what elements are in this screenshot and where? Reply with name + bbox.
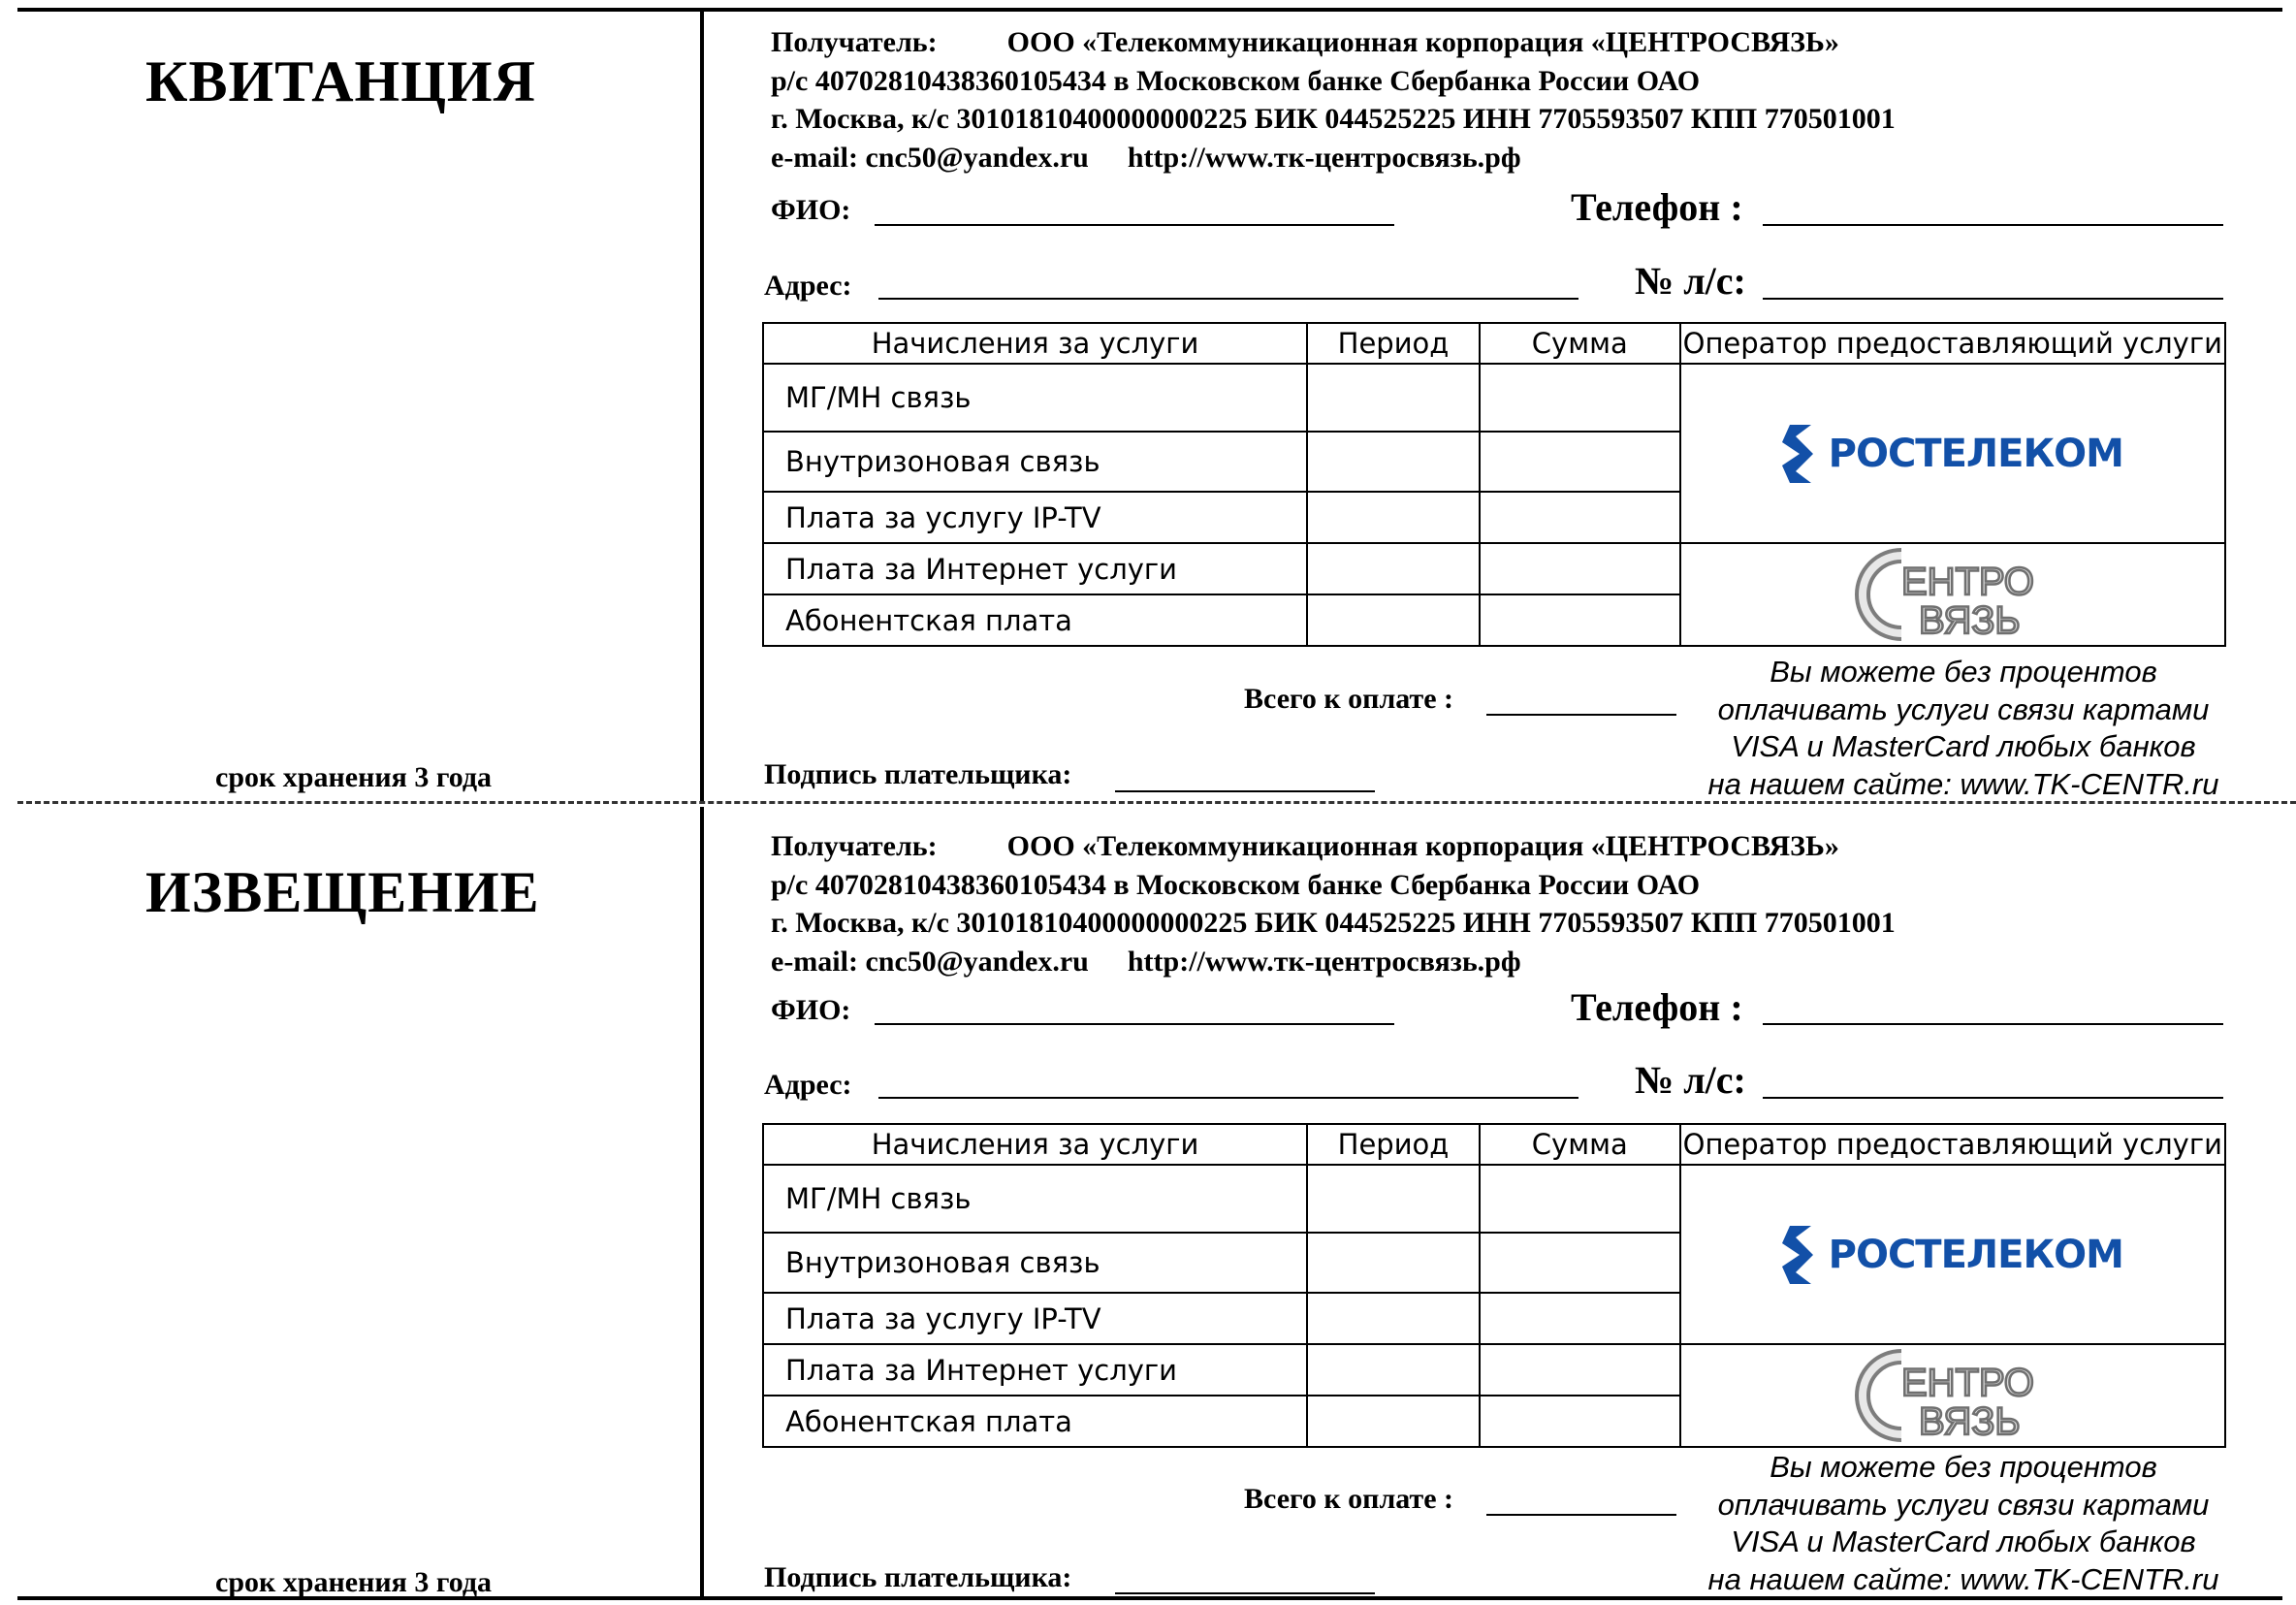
period-cell[interactable] — [1307, 1233, 1480, 1293]
operator-rostelecom-cell — [1680, 364, 2225, 543]
header-amount: Сумма — [1480, 323, 1680, 364]
centrosvyaz-logo-top: ЕНТРО — [1900, 561, 2034, 603]
service-name: Плата за Интернет услуги — [763, 543, 1307, 594]
amount-cell[interactable] — [1480, 1165, 1680, 1233]
top-border — [17, 8, 2282, 12]
header-operator: Оператор предоставляющий услуги — [1680, 323, 2225, 364]
account-field[interactable] — [1763, 1097, 2223, 1099]
account-label: № л/с: — [1635, 1058, 1746, 1102]
service-name: Внутризоновая связь — [763, 1233, 1307, 1293]
period-cell[interactable] — [1307, 543, 1480, 594]
promo-line: оплачивать услуги связи картами — [1717, 691, 2210, 726]
rostelecom-logo-icon — [1782, 1224, 1821, 1286]
address-field[interactable] — [878, 1097, 1578, 1099]
amount-cell[interactable] — [1480, 1344, 1680, 1396]
promo-line: Вы можете без процентов — [1770, 655, 2157, 689]
header-amount: Сумма — [1480, 1124, 1680, 1165]
period-cell[interactable] — [1307, 364, 1480, 432]
vertical-divider-top — [700, 8, 704, 801]
period-cell[interactable] — [1307, 1344, 1480, 1396]
service-name: Абонентская плата — [763, 594, 1307, 646]
service-name: Плата за услугу IP-TV — [763, 492, 1307, 543]
address-field[interactable] — [878, 298, 1578, 300]
period-cell[interactable] — [1307, 1293, 1480, 1344]
centrosvyaz-logo-bottom: ВЯЗЬ — [1918, 1400, 2021, 1443]
total-field[interactable] — [1486, 714, 1676, 716]
service-name: МГ/МН связь — [763, 1165, 1307, 1233]
promo-line: VISA и MasterCard любых банков — [1731, 1525, 2196, 1558]
recipient-block — [771, 23, 1896, 177]
phone-label: Телефон : — [1571, 985, 1743, 1029]
header-services: Начисления за услуги — [763, 1124, 1307, 1165]
promo-line: Вы можете без процентов — [1770, 1450, 2157, 1484]
amount-cell[interactable] — [1480, 1233, 1680, 1293]
promo-line: VISA и MasterCard любых банков — [1731, 729, 2196, 763]
signature-field[interactable] — [1115, 1592, 1375, 1594]
operator-centrosvyaz-cell — [1680, 543, 2225, 646]
notice-title: ИЗВЕЩЕНИЕ — [145, 860, 540, 924]
signature-label: Подпись плательщика: — [764, 1561, 1072, 1593]
service-name: Абонентская плата — [763, 1396, 1307, 1447]
services-table — [762, 322, 2226, 647]
period-cell[interactable] — [1307, 1396, 1480, 1447]
recipient-name: ООО «Телекоммуникационная корпорация «ЦЕНТРОСВЯЗЬ» — [1006, 26, 1839, 58]
fio-field[interactable] — [875, 1023, 1394, 1025]
recipient-email: e-mail: cnc50@yandex.ru — [771, 141, 1089, 174]
recipient-block — [771, 827, 1896, 980]
services-table — [762, 1123, 2226, 1448]
period-cell[interactable] — [1307, 432, 1480, 492]
promo-text — [1693, 654, 2234, 803]
vertical-divider-bottom — [700, 807, 704, 1600]
operator-rostelecom-cell — [1680, 1165, 2225, 1344]
amount-cell[interactable] — [1480, 1293, 1680, 1344]
recipient-email: e-mail: cnc50@yandex.ru — [771, 945, 1089, 978]
fio-label: ФИО: — [771, 994, 851, 1026]
centrosvyaz-logo-icon — [1841, 1345, 2064, 1446]
total-field[interactable] — [1486, 1514, 1676, 1516]
total-label: Всего к оплате : — [1244, 1483, 1454, 1515]
account-field[interactable] — [1763, 298, 2223, 300]
receipt-title: КВИТАНЦИЯ — [145, 49, 536, 113]
recipient-name: ООО «Телекоммуникационная корпорация «ЦЕНТРОСВЯЗЬ» — [1006, 830, 1839, 862]
fio-label: ФИО: — [771, 194, 851, 226]
signature-label: Подпись плательщика: — [764, 758, 1072, 790]
signature-field[interactable] — [1115, 790, 1375, 792]
operator-centrosvyaz-cell — [1680, 1344, 2225, 1447]
address-label: Адрес: — [764, 270, 852, 302]
rostelecom-logo-text: РОСТЕЛЕКОМ — [1828, 1232, 2123, 1277]
amount-cell[interactable] — [1480, 594, 1680, 646]
header-period: Период — [1307, 1124, 1480, 1165]
amount-cell[interactable] — [1480, 1396, 1680, 1447]
period-cell[interactable] — [1307, 594, 1480, 646]
promo-line: оплачивать услуги связи картами — [1717, 1487, 2210, 1522]
rostelecom-logo-icon — [1782, 423, 1821, 485]
promo-text — [1693, 1449, 2234, 1598]
recipient-website: http://www.тк-центросвязь.рф — [1127, 141, 1521, 174]
rostelecom-logo-text: РОСТЕЛЕКОМ — [1828, 431, 2123, 476]
service-name: Внутризоновая связь — [763, 432, 1307, 492]
centrosvyaz-logo-bottom: ВЯЗЬ — [1918, 599, 2021, 642]
table-row — [763, 543, 2225, 594]
recipient-codes-line: г. Москва, к/с 30101810400000000225 БИК 044525225 ИНН 7705593507 КПП 770501001 — [771, 103, 1896, 135]
centrosvyaz-logo-top: ЕНТРО — [1900, 1362, 2034, 1404]
total-label: Всего к оплате : — [1244, 683, 1454, 715]
phone-field[interactable] — [1763, 224, 2223, 226]
phone-label: Телефон : — [1571, 185, 1743, 229]
table-row — [763, 1165, 2225, 1233]
table-row — [763, 1344, 2225, 1396]
fio-field[interactable] — [875, 224, 1394, 226]
promo-line: на нашем сайте: www.TK-CENTR.ru — [1707, 766, 2219, 801]
header-operator: Оператор предоставляющий услуги — [1680, 1124, 2225, 1165]
table-row — [763, 364, 2225, 432]
recipient-label: Получатель: — [771, 26, 938, 58]
centrosvyaz-logo-icon — [1841, 544, 2064, 645]
amount-cell[interactable] — [1480, 543, 1680, 594]
recipient-bank-line: р/с 40702810438360105434 в Московском банке Сбербанка России ОАО — [771, 64, 1701, 97]
recipient-bank-line: р/с 40702810438360105434 в Московском банке Сбербанка России ОАО — [771, 868, 1701, 901]
address-label: Адрес: — [764, 1069, 852, 1101]
recipient-codes-line: г. Москва, к/с 30101810400000000225 БИК 044525225 ИНН 7705593507 КПП 770501001 — [771, 907, 1896, 939]
account-label: № л/с: — [1635, 259, 1746, 303]
header-services: Начисления за услуги — [763, 323, 1307, 364]
recipient-label: Получатель: — [771, 830, 938, 862]
period-cell[interactable] — [1307, 1165, 1480, 1233]
promo-line: на нашем сайте: www.TK-CENTR.ru — [1707, 1561, 2219, 1596]
recipient-website: http://www.тк-центросвязь.рф — [1127, 945, 1521, 978]
service-name: МГ/МН связь — [763, 364, 1307, 432]
receipt-storage-note: срок хранения 3 года — [215, 761, 493, 793]
header-period: Период — [1307, 323, 1480, 364]
period-cell[interactable] — [1307, 492, 1480, 543]
phone-field[interactable] — [1763, 1023, 2223, 1025]
notice-storage-note: срок хранения 3 года — [215, 1566, 493, 1598]
amount-cell[interactable] — [1480, 432, 1680, 492]
service-name: Плата за услугу IP-TV — [763, 1293, 1307, 1344]
service-name: Плата за Интернет услуги — [763, 1344, 1307, 1396]
amount-cell[interactable] — [1480, 492, 1680, 543]
amount-cell[interactable] — [1480, 364, 1680, 432]
